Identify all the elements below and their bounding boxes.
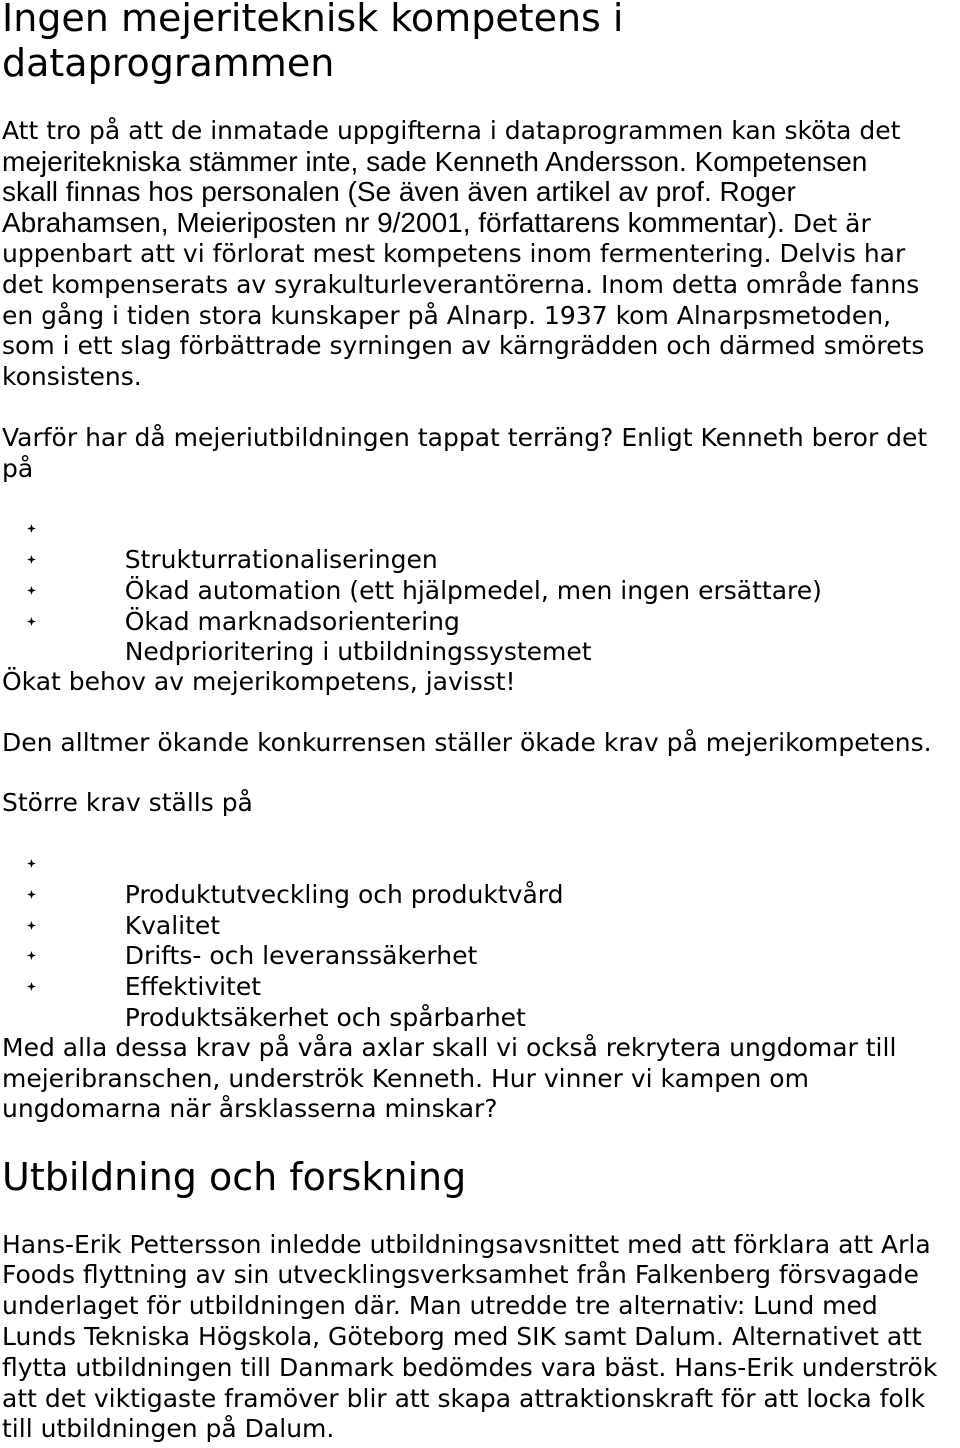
paragraph-line: ungdomarna när årsklasserna minskar? (2, 1094, 498, 1124)
paragraph-line: uppenbart att vi förlorat mest kompetens inom fermentering. Delvis har (2, 238, 906, 268)
paragraph-intro (2, 116, 958, 393)
paragraph-need (2, 667, 958, 698)
paragraph-education (2, 1230, 958, 1446)
paragraph-line: att det viktigaste framöver blir att skapa attraktionskraft för att locka folk (2, 1383, 926, 1413)
paragraph-question (2, 423, 958, 485)
bullet-list-demands (2, 849, 958, 1032)
paragraph-line: flytta utbildningen till Danmark bedömdes vara bäst. Hans-Erik underströk (2, 1352, 938, 1382)
list-item (2, 972, 958, 1032)
list-item-text: Effektivitet (124, 972, 262, 1002)
list-item-text: Drifts- och leveranssäkerhet (124, 941, 478, 971)
section-heading-text: Utbildning och forskning (2, 1154, 467, 1199)
bullet-icon (27, 859, 36, 868)
paragraph-line-segment: Abrahamsen, Meieriposten nr 9/2001, författarens kommentar). (2, 207, 785, 239)
paragraph-line: Större krav ställs på (2, 788, 253, 818)
paragraph-line: Ökat behov av mejerikompetens, javisst! (2, 667, 516, 697)
paragraph-line: konsistens. (2, 362, 142, 392)
paragraph-line: Varför har då mejeriutbildningen tappat terräng? Enligt Kenneth beror det (2, 422, 928, 452)
paragraph-line: som i ett slag förbättrade syrningen av kärngrädden och därmed smörets (2, 331, 925, 361)
paragraph-line: Med alla dessa krav på våra axlar skall vi också rekrytera ungdomar till (2, 1032, 897, 1062)
list-item-text: Produktsäkerhet och spårbarhet (124, 1002, 526, 1032)
list-item (2, 576, 958, 636)
paragraph-line: på (2, 453, 34, 483)
list-item-text: Kvalitet (124, 910, 221, 940)
paragraph-demands-intro (2, 788, 958, 819)
list-item (2, 941, 958, 1002)
bullet-icon (27, 982, 36, 991)
paragraph-line: skall finnas hos personalen (Se även även artikel av prof. Roger (2, 176, 796, 208)
paragraph-line: underlaget för utbildningen där. Man utredde tre alternativ: Lund med (2, 1291, 878, 1321)
paragraph-line: till utbildningen på Dalum. (2, 1414, 335, 1444)
paragraph-line (2, 208, 958, 239)
section-heading (2, 1155, 958, 1200)
document-title (2, 0, 958, 86)
bullet-icon (27, 586, 36, 595)
list-item-text: Ökad marknadsorientering (124, 606, 460, 636)
paragraph-line: mejeritekniska stämmer inte, sade Kenneth Andersson. Kompetensen (2, 145, 868, 177)
paragraph-line: Foods flyttning av sin utvecklingsverksamhet från Falkenberg försvagade (2, 1260, 919, 1290)
paragraph-line: Att tro på att de inmatade uppgifterna i dataprogrammen kan sköta det (2, 115, 901, 145)
list-item (2, 514, 958, 574)
paragraph-recruitment (2, 1033, 958, 1125)
bullet-icon (27, 617, 36, 626)
list-item (2, 607, 958, 667)
list-item-text: Nedprioritering i utbildningssystemet (124, 637, 592, 667)
paragraph-line: Den alltmer ökande konkurrensen ställer ökade krav på mejerikompetens. (2, 727, 932, 757)
paragraph-line: Lunds Tekniska Högskola, Göteborg med SIK samt Dalum. Alternativet att (2, 1322, 922, 1352)
list-item-text: Produktutveckling och produktvård (124, 879, 564, 909)
list-item (2, 880, 958, 940)
bullet-icon (27, 890, 36, 899)
list-item (2, 849, 958, 909)
paragraph-line: Hans-Erik Pettersson inledde utbildningsavsnittet med att förklara att Arla (2, 1229, 931, 1259)
list-item (2, 911, 958, 971)
paragraph-line: en gång i tiden stora kunskaper på Alnarp. 1937 kom Alnarpsmetoden, (2, 300, 892, 330)
list-item-text: Ökad automation (ett hjälpmedel, men ingen ersättare) (124, 575, 822, 605)
bullet-list-causes (2, 514, 958, 667)
title-line: Ingen mejeriteknisk kompetens i (2, 0, 624, 40)
bullet-icon (27, 555, 36, 564)
paragraph-line: det kompenserats av syrakulturleverantörerna. Inom detta område fanns (2, 269, 920, 299)
paragraph-line: mejeribranschen, underströk Kenneth. Hur vinner vi kampen om (2, 1063, 809, 1093)
bullet-icon (27, 524, 36, 533)
title-line: dataprogrammen (2, 41, 335, 85)
bullet-icon (27, 951, 36, 960)
bullet-icon (27, 921, 36, 930)
list-item (2, 545, 958, 605)
paragraph-line-segment: Det är (784, 209, 871, 239)
list-item-text: Strukturrationaliseringen (124, 544, 438, 574)
paragraph-competition (2, 728, 958, 759)
